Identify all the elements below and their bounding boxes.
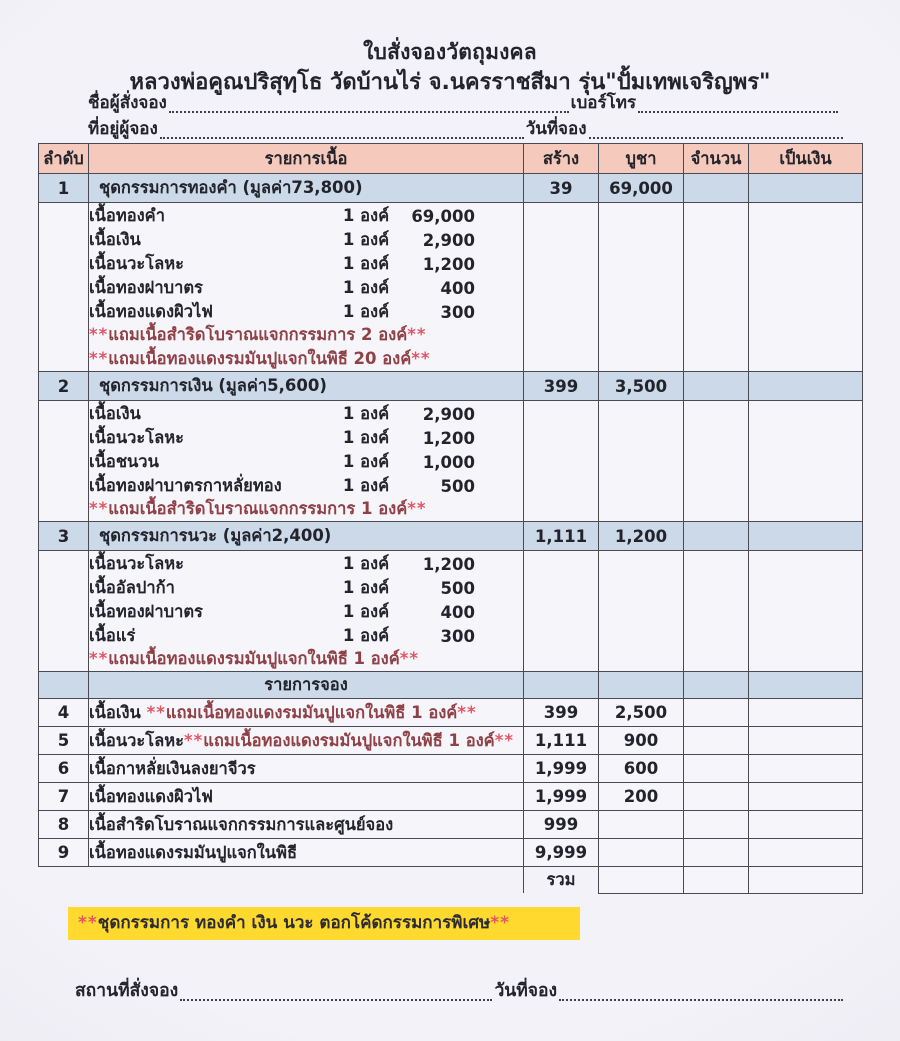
booking-total-cell [749, 811, 863, 839]
bonus-note-line [89, 323, 523, 347]
set-number: 2 [39, 372, 89, 401]
booking-amount-cell [684, 755, 749, 783]
details-empty-cell [684, 401, 749, 522]
address-line [88, 118, 845, 142]
material-qty: 1 องค์ [342, 278, 390, 297]
booking-bonus-note: แถมเนื้อทองแดงรมมันปูแจกในพิธี 1 องค์ [203, 730, 495, 750]
order-table-body [39, 174, 863, 894]
total-amount-cell [684, 867, 749, 894]
note-stars-right: ** [494, 730, 514, 750]
material-line [89, 299, 523, 323]
booking-name-cell [89, 783, 524, 811]
set-details-cell [89, 203, 524, 372]
table-header-row [39, 144, 863, 174]
set-price: 3,500 [599, 372, 684, 401]
material-price: 500 [440, 578, 475, 598]
special-set-note [68, 907, 580, 940]
note-stars-left: ** [89, 325, 109, 344]
phone-field [638, 103, 838, 113]
booking-created-qty: 9,999 [524, 839, 599, 867]
details-empty-cell [749, 203, 863, 372]
note-stars-left: ** [78, 913, 98, 933]
material-qty: 1 องค์ [342, 428, 390, 447]
booking-price: 900 [599, 727, 684, 755]
booking-amount-cell [684, 839, 749, 867]
booking-created-qty: 1,999 [524, 755, 599, 783]
material-name: เนื้อเงิน [89, 230, 141, 249]
set-row [39, 372, 863, 401]
material-line [89, 599, 523, 623]
details-empty-cell [749, 551, 863, 672]
total-price-cell [599, 867, 684, 894]
material-name: เนื้อชนวน [89, 452, 159, 471]
order-date-field [589, 129, 843, 139]
bonus-note-text: แถมเนื้อทองแดงรมมันปูแจกในพิธี 1 องค์ [108, 649, 400, 668]
note-stars-right: ** [490, 913, 511, 933]
booking-created-qty: 1,999 [524, 783, 599, 811]
note-stars-right: ** [457, 702, 477, 722]
column-header-3: บูชา [599, 144, 684, 174]
total-blank-cell [39, 867, 89, 894]
booking-place-label: สถานที่สั่งจอง [75, 981, 179, 1001]
booking-created-qty: 399 [524, 699, 599, 727]
material-qty: 1 องค์ [342, 626, 390, 645]
material-qty: 1 องค์ [342, 476, 390, 495]
booking-name: เนื้อนวะโลหะ [89, 730, 184, 750]
set-details-row [39, 401, 863, 522]
material-price: 2,900 [422, 404, 475, 424]
booking-name: เนื้อกาหลั่ยเงินลงยาจีวร [89, 758, 256, 778]
orderer-name-label: ชื่อผู้สั่งจอง [88, 93, 167, 113]
booking-section-title: รายการจอง [89, 672, 524, 699]
material-name: เนื้อนวะโลหะ [89, 254, 184, 273]
booking-total-cell [749, 699, 863, 727]
note-stars-left: ** [183, 730, 204, 750]
material-name: เนื้อทองฝาบาตรกาหลั่ยทอง [89, 476, 282, 495]
material-price: 2,900 [422, 230, 475, 250]
booking-place-field [180, 991, 492, 1001]
set-price: 1,200 [599, 522, 684, 551]
section-empty-cell [749, 672, 863, 699]
bonus-note-line [89, 497, 523, 521]
material-line [89, 575, 523, 599]
note-stars-left: ** [89, 349, 109, 368]
details-empty-cell [684, 551, 749, 672]
total-sum-cell [749, 867, 863, 894]
booking-name: เนื้อสำริดโบราณแจกกรรมการและศูนย์จอง [89, 814, 394, 834]
section-empty-cell [524, 672, 599, 699]
bonus-note-text: แถมเนื้อสำริดโบราณแจกกรรมการ 2 องค์ [108, 325, 408, 344]
booking-price [599, 839, 684, 867]
set-name: ชุดกรรมการนวะ (มูลค่า2,400) [89, 522, 524, 551]
material-name: เนื้อทองฝาบาตร [89, 278, 203, 297]
details-empty-cell [524, 551, 599, 672]
material-line [89, 449, 523, 473]
material-name: เนื้อแร่ [89, 626, 136, 645]
booking-price: 200 [599, 783, 684, 811]
details-empty-cell [684, 203, 749, 372]
booking-name-cell [89, 755, 524, 783]
material-price: 1,200 [422, 254, 475, 274]
booking-name: เนื้อทองแดงรมมันปูแจกในพิธี [89, 842, 298, 862]
note-stars-left: ** [146, 702, 166, 722]
booking-total-cell [749, 755, 863, 783]
set-amount-cell [684, 174, 749, 203]
material-price: 1,000 [422, 452, 475, 472]
booking-place-line [75, 980, 845, 1004]
order-date-label: วันที่จอง [525, 119, 587, 139]
bonus-note-text: แถมเนื้อสำริดโบราณแจกกรรมการ 1 องค์ [108, 499, 408, 518]
material-name: เนื้อนวะโลหะ [89, 428, 184, 447]
material-line [89, 227, 523, 251]
material-line [89, 623, 523, 647]
address-field [160, 129, 524, 139]
material-name: เนื้อนวะโลหะ [89, 554, 184, 573]
section-empty-cell [599, 672, 684, 699]
material-price: 1,200 [422, 428, 475, 448]
note-stars-right: ** [399, 649, 420, 668]
set-details-row [39, 203, 863, 372]
details-no-cell [39, 551, 89, 672]
booking-amount-cell [684, 727, 749, 755]
set-amount-cell [684, 522, 749, 551]
material-qty: 1 องค์ [342, 452, 390, 471]
material-line [89, 251, 523, 275]
column-header-5: เป็นเงิน [749, 144, 863, 174]
booking-number: 6 [39, 755, 89, 783]
note-stars-right: ** [411, 349, 431, 368]
material-name: เนื้อทองฝาบาตร [89, 602, 203, 621]
booking-number: 7 [39, 783, 89, 811]
booking-created-qty: 999 [524, 811, 599, 839]
material-qty: 1 องค์ [342, 254, 390, 273]
booking-name-cell [89, 727, 524, 755]
booking-amount-cell [684, 811, 749, 839]
set-amount-cell [684, 372, 749, 401]
set-created-qty: 399 [524, 372, 599, 401]
material-qty: 1 องค์ [342, 230, 390, 249]
booking-row [39, 699, 863, 727]
details-empty-cell [599, 203, 684, 372]
booking-name-cell [89, 811, 524, 839]
set-number: 3 [39, 522, 89, 551]
material-name: เนื้อเงิน [89, 404, 141, 423]
set-number: 1 [39, 174, 89, 203]
booking-row [39, 811, 863, 839]
details-no-cell [39, 401, 89, 522]
bonus-note-text: แถมเนื้อทองแดงรมมันปูแจกในพิธี 20 องค์ [108, 349, 412, 368]
details-empty-cell [749, 401, 863, 522]
booking-total-cell [749, 783, 863, 811]
set-details-cell [89, 551, 524, 672]
booking-total-cell [749, 839, 863, 867]
material-qty: 1 องค์ [342, 602, 390, 621]
booking-section-row [39, 672, 863, 699]
phone-label: เบอร์โทร [570, 93, 637, 113]
material-qty: 1 องค์ [342, 404, 390, 423]
column-header-4: จำนวน [684, 144, 749, 174]
note-stars-left: ** [89, 499, 109, 518]
bonus-note-line [89, 347, 523, 371]
page-title: ใบสั่งจองวัตถุมงคล [363, 40, 537, 64]
booking-number: 4 [39, 699, 89, 727]
material-price: 1,200 [422, 554, 475, 574]
order-table [38, 143, 863, 894]
set-details-row [39, 551, 863, 672]
orderer-name-field [169, 103, 569, 113]
set-created-qty: 39 [524, 174, 599, 203]
set-row [39, 522, 863, 551]
material-price: 400 [440, 602, 475, 622]
material-price: 300 [440, 302, 475, 322]
material-qty: 1 องค์ [342, 554, 390, 573]
details-empty-cell [524, 401, 599, 522]
set-created-qty: 1,111 [524, 522, 599, 551]
material-line [89, 401, 523, 425]
booking-name-cell [89, 699, 524, 727]
material-line [89, 473, 523, 497]
note-stars-left: ** [89, 649, 109, 668]
material-line [89, 425, 523, 449]
material-line [89, 551, 523, 575]
material-qty: 1 องค์ [342, 578, 390, 597]
material-name: เนื้อทองแดงผิวไฟ [89, 302, 213, 321]
booking-amount-cell [684, 783, 749, 811]
material-qty: 1 องค์ [342, 206, 390, 225]
total-blank-cell [89, 867, 524, 894]
material-price: 500 [440, 476, 475, 496]
details-empty-cell [599, 401, 684, 522]
booking-price: 600 [599, 755, 684, 783]
booking-row [39, 727, 863, 755]
page-subtitle: หลวงพ่อคูณปริสุทฺโธ วัดบ้านไร่ จ.นครราชสีมา รุ่น"ปั้มเทพเจริญพร" [129, 70, 771, 95]
material-line [89, 203, 523, 227]
orderer-name-line [88, 92, 840, 116]
booking-number: 9 [39, 839, 89, 867]
note-stars-right: ** [407, 325, 427, 344]
booking-date-field [559, 991, 843, 1001]
set-total-cell [749, 522, 863, 551]
material-price: 69,000 [411, 206, 475, 226]
booking-number: 8 [39, 811, 89, 839]
column-header-1: รายการเนื้อ [89, 144, 524, 174]
set-name: ชุดกรรมการทองคำ (มูลค่า73,800) [89, 174, 524, 203]
total-label: รวม [524, 867, 599, 894]
details-empty-cell [524, 203, 599, 372]
address-label: ที่อยู่ผู้จอง [88, 119, 158, 139]
details-empty-cell [599, 551, 684, 672]
booking-name-cell [89, 839, 524, 867]
set-row [39, 174, 863, 203]
section-no-cell [39, 672, 89, 699]
set-total-cell [749, 174, 863, 203]
material-price: 300 [440, 626, 475, 646]
booking-amount-cell [684, 699, 749, 727]
column-header-0: ลำดับ [39, 144, 89, 174]
special-set-note-text: ชุดกรรมการ ทองคำ เงิน นวะ ตอกโค้ดกรรมการพิเศษ [97, 913, 491, 933]
booking-name: เนื้อทองแดงผิวไฟ [89, 786, 213, 806]
material-line [89, 275, 523, 299]
material-qty: 1 องค์ [342, 302, 390, 321]
booking-date-label: วันที่จอง [494, 981, 558, 1001]
booking-total-cell [749, 727, 863, 755]
note-stars-right: ** [407, 499, 427, 518]
booking-row [39, 755, 863, 783]
booking-bonus-note: แถมเนื้อทองแดงรมมันปูแจกในพิธี 1 องค์ [165, 702, 458, 722]
material-name: เนื้ออัลปาก้า [89, 578, 175, 597]
set-name: ชุดกรรมการเงิน (มูลค่า5,600) [89, 372, 524, 401]
bonus-note-line [89, 647, 523, 671]
booking-price: 2,500 [599, 699, 684, 727]
booking-name: เนื้อเงิน [89, 702, 147, 722]
material-price: 400 [440, 278, 475, 298]
booking-row [39, 783, 863, 811]
booking-row [39, 839, 863, 867]
material-name: เนื้อทองคำ [89, 206, 165, 225]
column-header-2: สร้าง [524, 144, 599, 174]
set-price: 69,000 [599, 174, 684, 203]
total-row [39, 867, 863, 894]
details-no-cell [39, 203, 89, 372]
set-total-cell [749, 372, 863, 401]
set-details-cell [89, 401, 524, 522]
booking-created-qty: 1,111 [524, 727, 599, 755]
section-empty-cell [684, 672, 749, 699]
booking-number: 5 [39, 727, 89, 755]
booking-price [599, 811, 684, 839]
